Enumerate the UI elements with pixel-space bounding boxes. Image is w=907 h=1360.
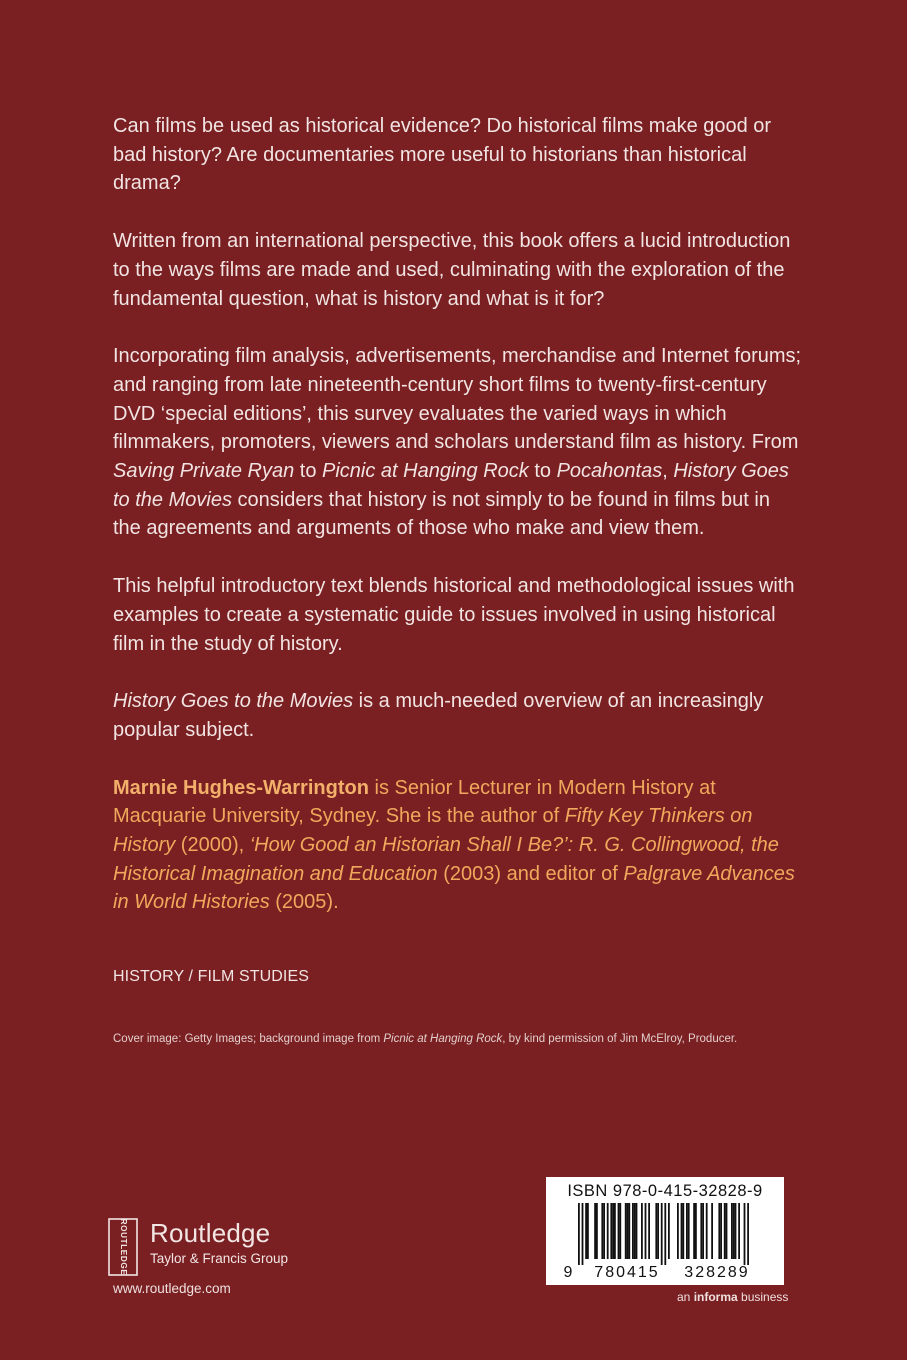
book-title: History Goes to the Movies xyxy=(113,690,354,713)
barcode-bar xyxy=(601,1203,603,1259)
barcode-bar xyxy=(610,1203,612,1259)
barcode-bar xyxy=(661,1203,663,1265)
barcode-bar xyxy=(645,1203,647,1259)
cover-image-credit xyxy=(113,1033,737,1045)
routledge-mark-text: ROUTLEDGE xyxy=(118,1218,128,1276)
barcode-bar xyxy=(664,1203,666,1265)
subject-category: HISTORY / FILM STUDIES xyxy=(113,968,310,985)
text-span: considers that history is not simply to be found in films but in the agreements and arguments of those who make and view them. xyxy=(113,488,770,540)
barcode-bar xyxy=(726,1203,728,1259)
barcode-bar xyxy=(677,1203,679,1259)
barcode-bar xyxy=(686,1203,688,1259)
blurb-paragraph-5 xyxy=(113,687,803,744)
text-span: is Senior Lecturer in Modern History at Macquarie University, Sydney. She is the author of xyxy=(113,776,716,828)
barcode-bar xyxy=(585,1203,587,1259)
text-span: an xyxy=(677,1290,694,1304)
barcode-bar xyxy=(582,1203,584,1265)
isbn-barcode xyxy=(546,1177,784,1285)
text-span: to xyxy=(294,460,322,483)
barcode-bar xyxy=(634,1203,636,1259)
barcode-bar xyxy=(657,1203,659,1259)
barcode-bar xyxy=(612,1203,614,1259)
barcode-bar xyxy=(731,1203,733,1259)
barcode-bar xyxy=(738,1203,740,1259)
barcode-bar xyxy=(733,1203,735,1259)
film-title: Pocahontas xyxy=(556,460,663,483)
publisher-group: Taylor & Francis Group xyxy=(150,1251,289,1266)
barcode-bar xyxy=(744,1203,746,1265)
informa-brand: informa xyxy=(693,1290,738,1304)
blurb-paragraph-4: This helpful introductory text blends historical and methodological issues with examples to create a systematic guide to issues involved in using historical film in the study of history. xyxy=(113,575,795,655)
barcode-bar xyxy=(700,1203,702,1259)
film-title: Picnic at Hanging Rock xyxy=(322,460,529,483)
barcode-bar xyxy=(628,1203,630,1259)
blurb-paragraph-3 xyxy=(113,342,803,543)
text-span: (2005). xyxy=(269,891,339,914)
barcode-bar xyxy=(718,1203,720,1259)
barcode-bar xyxy=(655,1203,657,1259)
film-title: Saving Private Ryan xyxy=(113,460,295,483)
text-span: business xyxy=(737,1290,789,1304)
barcode-digits-right: 328289 xyxy=(684,1264,750,1281)
barcode-digit-first: 9 xyxy=(563,1264,573,1281)
author-bio xyxy=(113,774,803,918)
barcode-bar xyxy=(702,1203,704,1259)
text-span: Incorporating film analysis, advertisements, merchandise and Internet forums; and ranging from late nineteenth-century short films to twenty-first-century DVD ‘special editions’, this survey evaluates the varied ways in which filmmakers, promoters, viewers and scholars understand film as history. From xyxy=(113,345,802,454)
back-cover-blurb xyxy=(113,112,803,946)
barcode-bar xyxy=(607,1203,609,1259)
barcode-bar xyxy=(693,1203,695,1259)
barcode-bar xyxy=(619,1203,621,1259)
barcode-bar xyxy=(636,1203,638,1259)
barcode-bar xyxy=(735,1203,737,1259)
barcode-bar xyxy=(625,1203,627,1259)
isbn-label: ISBN 978-0-415-32828-9 xyxy=(567,1182,763,1200)
author-name: Marnie Hughes-Warrington xyxy=(113,776,369,799)
barcode-bar xyxy=(578,1203,580,1265)
barcode-bar xyxy=(614,1203,616,1259)
barcode-bar xyxy=(668,1203,670,1259)
barcode-bar xyxy=(596,1203,598,1259)
text-span: (2000), xyxy=(175,834,250,857)
film-title: Picnic at Hanging Rock xyxy=(383,1033,503,1045)
barcode-bar xyxy=(618,1203,620,1259)
book-title: Palgrave Advances in World Histories xyxy=(113,862,795,914)
barcode-bar xyxy=(632,1203,634,1259)
barcode-bar xyxy=(706,1203,708,1259)
barcode-bar xyxy=(603,1203,605,1259)
text-span: , xyxy=(662,460,674,483)
publisher-logo xyxy=(108,1218,288,1276)
blurb-paragraph-1: Can films be used as historical evidence? Do historical films make good or bad history? Are documentaries more useful to historians than historical drama? xyxy=(113,115,772,195)
barcode-bar xyxy=(648,1203,650,1259)
barcode-bars xyxy=(578,1203,749,1265)
text-span: is a much-needed overview of an increasingly popular subject. xyxy=(113,690,764,741)
book-title: Fifty Key Thinkers on History xyxy=(113,805,753,857)
text-span: to xyxy=(528,460,557,483)
barcode-bar xyxy=(724,1203,726,1259)
barcode-bar xyxy=(627,1203,629,1259)
barcode-bar xyxy=(681,1203,683,1259)
barcode-bar xyxy=(688,1203,690,1259)
text-span: (2003) and editor of xyxy=(437,862,624,885)
routledge-mark-icon xyxy=(108,1218,138,1276)
barcode-bar xyxy=(711,1203,713,1259)
book-title: History Goes to the Movies xyxy=(113,460,789,511)
barcode-bar xyxy=(594,1203,596,1259)
book-title: ‘How Good an Historian Shall I Be?’: R. G. Collingwood, the Historical Imagination and Education xyxy=(113,834,779,885)
barcode-bar xyxy=(747,1203,749,1265)
publisher-name: Routledge xyxy=(150,1218,271,1248)
publisher-website: www.routledge.com xyxy=(113,1281,231,1296)
barcode-bar xyxy=(587,1203,589,1259)
barcode-bar xyxy=(720,1203,722,1259)
text-span: , by kind permission of Jim McElroy, Producer. xyxy=(502,1033,738,1045)
text-span: Cover image: Getty Images; background image from xyxy=(113,1033,384,1045)
blurb-paragraph-2: Written from an international perspective, this book offers a lucid introduction to the ways films are made and used, culminating with the exploration of the fundamental question, what is history and what is it for? xyxy=(113,230,791,310)
informa-tagline xyxy=(677,1290,788,1304)
barcode-bar xyxy=(641,1203,643,1259)
barcode-bar xyxy=(682,1203,684,1259)
barcode-bar xyxy=(695,1203,697,1259)
barcode-digits-left: 780415 xyxy=(594,1264,660,1281)
